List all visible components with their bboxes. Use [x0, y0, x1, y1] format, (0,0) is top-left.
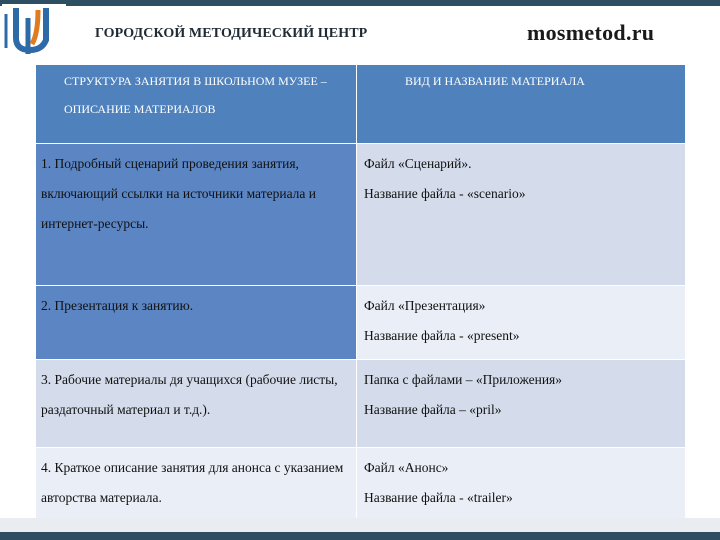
- bottom-bar: [0, 532, 720, 540]
- column-header-material: ВИД И НАЗВАНИЕ МАТЕРИАЛА: [357, 65, 686, 144]
- mu-logo-icon: [2, 4, 66, 54]
- row-structure-text: 3. Рабочие материалы дя учащихся (рабочие листы, раздаточный материал и т.д.).: [41, 372, 338, 417]
- table-row: [36, 144, 686, 286]
- row-material-text: Файл «Анонс» Название файла - «trailer»: [364, 460, 513, 505]
- footer-band: [0, 518, 720, 532]
- table-cell: [36, 144, 357, 286]
- table-cell: [357, 286, 686, 360]
- table-cell: [357, 360, 686, 448]
- row-material-text: Файл «Сценарий». Название файла - «scenario»: [364, 156, 526, 201]
- table-row: [36, 448, 686, 520]
- materials-table: [35, 64, 686, 520]
- site-name: mosmetod.ru: [527, 20, 655, 45]
- table-cell: [357, 144, 686, 286]
- column-header-structure: СТРУКТУРА ЗАНЯТИЯ В ШКОЛЬНОМ МУЗЕЕ – ОПИСАНИЕ МАТЕРИАЛОВ: [36, 65, 357, 144]
- table-row: [36, 360, 686, 448]
- table-cell: [36, 448, 357, 520]
- page-title: ГОРОДСКОЙ МЕТОДИЧЕСКИЙ ЦЕНТР: [95, 26, 368, 41]
- row-structure-text: 4. Краткое описание занятия для анонса с указанием авторства материала.: [41, 460, 344, 505]
- table-cell: [357, 448, 686, 520]
- row-material-text: Папка с файлами – «Приложения» Название файла – «pril»: [364, 372, 563, 417]
- table-row: [36, 286, 686, 360]
- row-structure-text: 2. Презентация к занятию.: [41, 298, 194, 313]
- row-structure-text: 1. Подробный сценарий проведения занятия, включающий ссылки на источники материала и интернет-ресурсы.: [41, 156, 317, 231]
- top-bar: [0, 0, 720, 6]
- table-header-row: [36, 65, 686, 144]
- table-cell: [36, 360, 357, 448]
- table-cell: [36, 286, 357, 360]
- row-material-text: Файл «Презентация» Название файла - «present»: [364, 298, 520, 343]
